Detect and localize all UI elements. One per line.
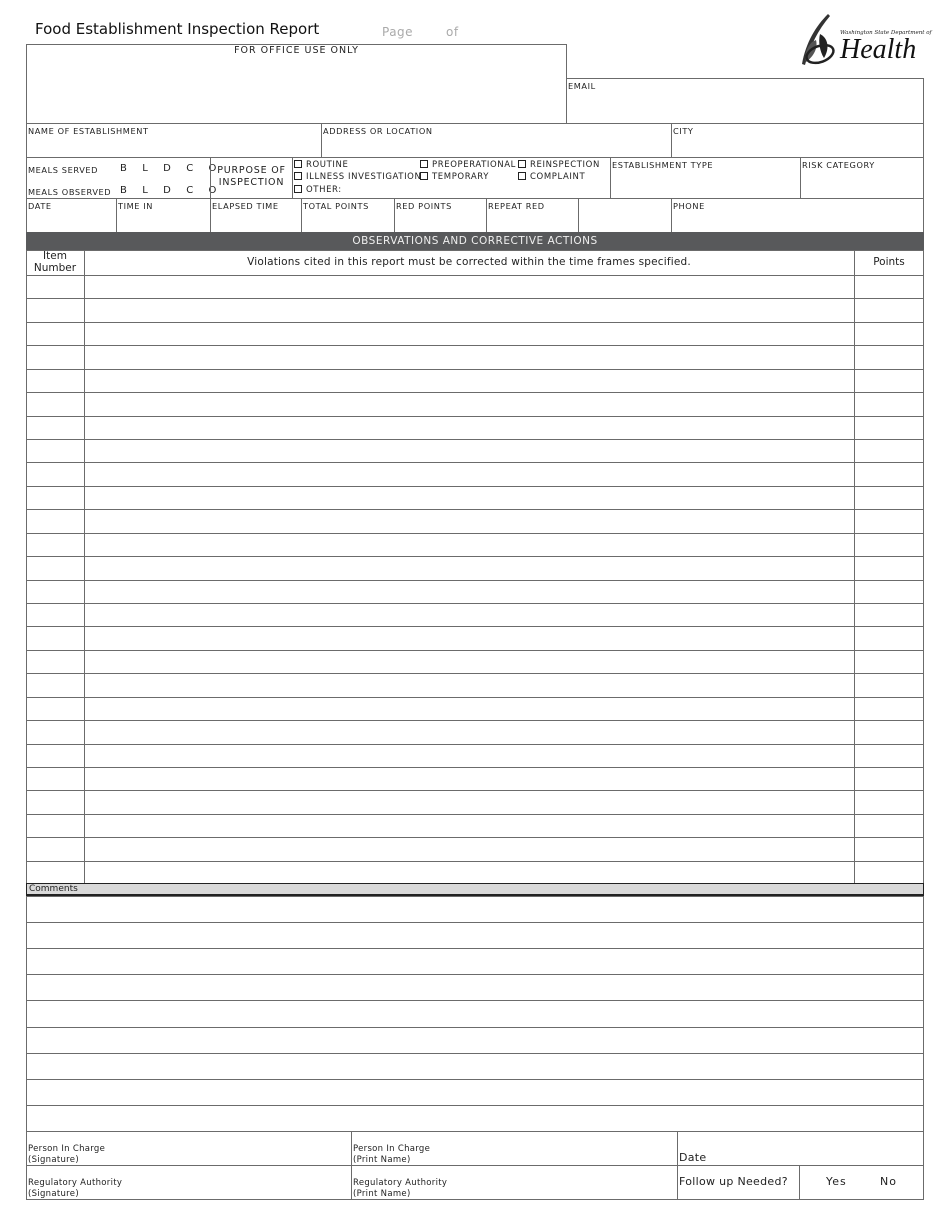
office-use-box[interactable] — [26, 44, 567, 124]
observation-row[interactable] — [26, 580, 924, 603]
observation-row[interactable] — [26, 392, 924, 415]
pic-print-field[interactable]: Person In Charge (Print Name) — [353, 1144, 431, 1165]
date-signature-field[interactable]: Date — [679, 1151, 707, 1164]
date-label: DATE — [28, 201, 52, 211]
observation-row[interactable] — [26, 673, 924, 696]
complaint-checkbox[interactable] — [518, 172, 526, 180]
observation-row[interactable] — [26, 416, 924, 439]
health-logo — [798, 12, 932, 68]
blank-field[interactable] — [578, 198, 672, 233]
other-checkbox[interactable] — [294, 185, 302, 193]
comment-line — [26, 1027, 924, 1028]
observation-row[interactable] — [26, 861, 924, 884]
follow-up-label: Follow up Needed? — [679, 1175, 788, 1188]
comment-line — [26, 1053, 924, 1054]
comment-line — [26, 922, 924, 923]
observation-row[interactable] — [26, 345, 924, 368]
observation-row[interactable] — [26, 837, 924, 860]
comment-line — [26, 1000, 924, 1001]
observation-row[interactable] — [26, 462, 924, 485]
elapsed-time-label: ELAPSED TIME — [212, 201, 279, 211]
points-header: Points — [873, 256, 905, 268]
option-illness[interactable]: ILLNESS INVESTIGATION — [294, 172, 421, 182]
option-temporary[interactable]: TEMPORARY — [420, 172, 489, 182]
email-field[interactable] — [566, 78, 924, 124]
follow-up-no[interactable]: No — [880, 1175, 897, 1188]
observation-row[interactable] — [26, 298, 924, 321]
address-label: ADDRESS OR LOCATION — [323, 126, 433, 136]
routine-checkbox[interactable] — [294, 160, 302, 168]
ra-signature-field[interactable]: Regulatory Authority (Signature) — [28, 1178, 123, 1199]
feather-icon — [798, 12, 838, 68]
city-field[interactable] — [671, 123, 924, 158]
comment-line — [26, 1105, 924, 1106]
pic-signature-field[interactable]: Person In Charge (Signature) — [28, 1144, 106, 1165]
logo-small-text: Washington State Department of — [840, 30, 932, 36]
violations-notice: Violations cited in this report must be corrected within the time frames specified. — [247, 256, 691, 268]
page-label: Page — [382, 25, 414, 39]
phone-field[interactable] — [671, 198, 924, 233]
city-label: CITY — [673, 126, 694, 136]
page-title: Food Establishment Inspection Report — [35, 20, 320, 38]
observation-row[interactable] — [26, 439, 924, 462]
meals-served-label: MEALS SERVED — [28, 165, 99, 175]
temporary-checkbox[interactable] — [420, 172, 428, 180]
observation-row[interactable] — [26, 767, 924, 790]
establishment-type-label: ESTABLISHMENT TYPE — [612, 160, 714, 170]
observation-row[interactable] — [26, 814, 924, 837]
observation-row[interactable] — [26, 275, 924, 298]
total-points-label: TOTAL POINTS — [303, 201, 369, 211]
email-label: EMAIL — [568, 81, 596, 91]
meals-observed-label: MEALS OBSERVED — [28, 187, 112, 197]
item-number-header-2: Number — [33, 262, 77, 274]
observation-row[interactable] — [26, 650, 924, 673]
option-complaint[interactable]: COMPLAINT — [518, 172, 585, 182]
observations-header: OBSERVATIONS AND CORRECTIVE ACTIONS — [26, 232, 924, 250]
comment-line — [26, 974, 924, 975]
illness-checkbox[interactable] — [294, 172, 302, 180]
observation-row[interactable] — [26, 322, 924, 345]
observation-row[interactable] — [26, 790, 924, 813]
option-other[interactable]: OTHER: — [294, 185, 342, 195]
phone-label: PHONE — [673, 201, 705, 211]
logo-big-text: Health — [840, 34, 917, 65]
observation-row[interactable] — [26, 744, 924, 767]
option-routine[interactable]: ROUTINE — [294, 160, 348, 170]
red-points-label: RED POINTS — [396, 201, 452, 211]
observation-row[interactable] — [26, 697, 924, 720]
reinspection-checkbox[interactable] — [518, 160, 526, 168]
observation-row[interactable] — [26, 509, 924, 532]
option-preoperational[interactable]: PREOPERATIONAL — [420, 160, 516, 170]
office-use-label: FOR OFFICE USE ONLY — [234, 45, 359, 56]
observation-row[interactable] — [26, 720, 924, 743]
repeat-red-label: REPEAT RED — [488, 201, 545, 211]
observation-row[interactable] — [26, 533, 924, 556]
meals-observed-codes[interactable]: B L D C O — [120, 185, 220, 196]
observation-row[interactable] — [26, 603, 924, 626]
ra-print-field[interactable]: Regulatory Authority (Print Name) — [353, 1178, 448, 1199]
comment-line — [26, 1079, 924, 1080]
comment-line — [26, 948, 924, 949]
purpose-label-2: INSPECTION — [218, 177, 285, 188]
purpose-label-1: PURPOSE OF — [217, 165, 286, 176]
follow-up-yes[interactable]: Yes — [826, 1175, 847, 1188]
establishment-name-label: NAME OF ESTABLISHMENT — [28, 126, 149, 136]
of-label: of — [446, 25, 459, 39]
option-reinspection[interactable]: REINSPECTION — [518, 160, 600, 170]
meals-served-codes[interactable]: B L D C O — [120, 163, 220, 174]
risk-category-label: RISK CATEGORY — [802, 160, 875, 170]
observation-row[interactable] — [26, 626, 924, 649]
comments-area[interactable] — [26, 896, 924, 1132]
time-in-label: TIME IN — [118, 201, 153, 211]
item-number-header-1: Item — [43, 250, 67, 262]
observation-row[interactable] — [26, 556, 924, 579]
observation-row[interactable] — [26, 486, 924, 509]
observation-row[interactable] — [26, 369, 924, 392]
comments-label: Comments — [26, 883, 924, 896]
preoperational-checkbox[interactable] — [420, 160, 428, 168]
